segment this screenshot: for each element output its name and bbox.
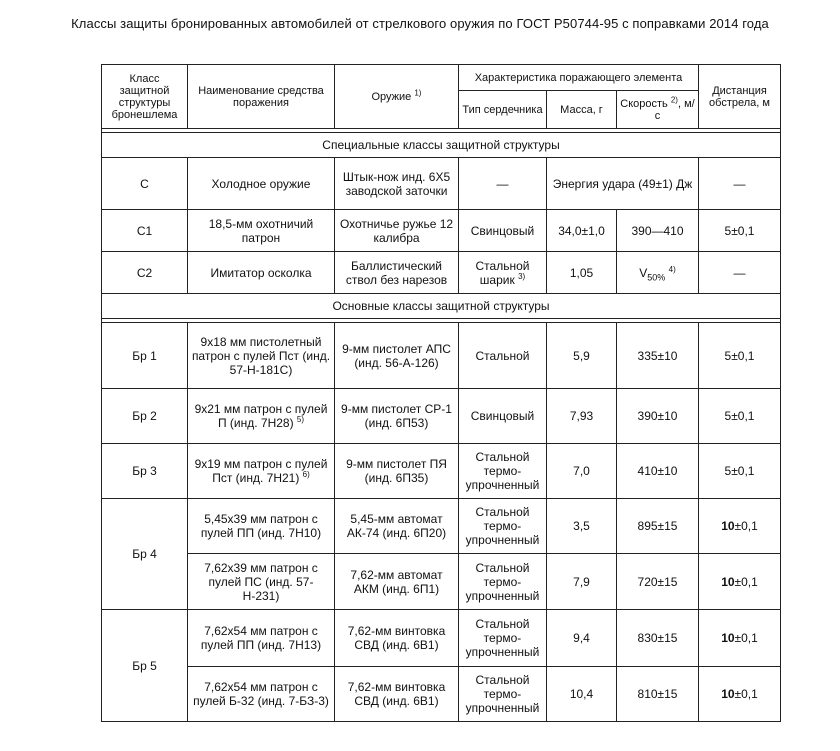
table-header bbox=[102, 65, 781, 133]
table-row: С1 18,5-мм охотничий патрон Охотничье ружье 12 калибра Свинцовый 34,0±1,0 390—410 5±0,1 bbox=[102, 210, 781, 252]
table-row: Бр 3 9х19 мм патрон с пулей Пст (инд. 7Н21) $^{6)}$ 9-мм пистолет ПЯ (инд. 6П35) Стальной термо-упрочненный 7,0 410±10 5±0,1 bbox=[102, 444, 781, 499]
header-class: Класс защитной структуры бронешлема bbox=[102, 65, 188, 129]
table-row: Бр 5 7,62х54 мм патрон с пулей ПП (инд. 7Н13) 7,62-мм винтовка СВД (инд. 6В1) Стальной термо-упрочненный 9,4 830±15 10±0,1 bbox=[102, 610, 781, 667]
protection-classes-table bbox=[101, 64, 781, 722]
table-row: 7,62х54 мм патрон с пулей Б-32 (инд. 7-БЗ-3) 7,62-мм винтовка СВД (инд. 6В1) Стальной термо-упрочненный 10,4 810±15 10±0,1 bbox=[102, 667, 781, 722]
header-weapon: Оружие $^{1)}$ bbox=[335, 65, 459, 129]
header-characteristic: Характеристика поражающего элемента bbox=[459, 65, 699, 91]
table-row: Бр 2 9х21 мм патрон с пулей П (инд. 7Н28) $^{5)}$ 9-мм пистолет СР-1 (инд. 6П53) Свинцовый 7,93 390±10 5±0,1 bbox=[102, 389, 781, 444]
header-means: Наименование средства поражения bbox=[188, 65, 335, 129]
table-row: 7,62х39 мм патрон с пулей ПС (инд. 57-Н-231) 7,62-мм автомат АКМ (инд. 6П1) Стальной термо-упрочненный 7,9 720±15 10±0,1 bbox=[102, 554, 781, 610]
table-row: С Холодное оружие Штык-нож инд. 6Х5 заводской заточки — Энергия удара (49±1) Дж — bbox=[102, 158, 781, 210]
section-special: Специальные классы защитной структуры bbox=[102, 133, 781, 158]
header-distance: Дистанция обстрела, м bbox=[699, 65, 781, 129]
table-row: Бр 1 9х18 мм пистолетный патрон с пулей Пст (инд. 57-Н-181С) 9-мм пистолет АПС (инд. 56-А-126) Стальной 5,9 335±10 5±0,1 bbox=[102, 323, 781, 389]
table-row: С2 Имитатор осколка Баллистический ствол без нарезов Стальной шарик $^{3)}$ 1,05 $V_{50\%}$ $^{4)}$ — bbox=[102, 252, 781, 294]
page-title: Классы защиты бронированных автомобилей от стрелкового оружия по ГОСТ Р50744-95 с поправками 2014 года bbox=[71, 16, 769, 31]
header-speed: Скорость $^{2)}$, м/с bbox=[617, 91, 699, 129]
header-core-type: Тип сердечника bbox=[459, 91, 547, 129]
section-basic: Основные классы защитной структуры bbox=[102, 294, 781, 319]
table-row: Бр 4 5,45х39 мм патрон с пулей ПП (инд. 7Н10) 5,45-мм автомат АК-74 (инд. 6П20) Стальной термо-упрочненный 3,5 895±15 10±0,1 bbox=[102, 499, 781, 554]
header-mass: Масса, г bbox=[547, 91, 617, 129]
